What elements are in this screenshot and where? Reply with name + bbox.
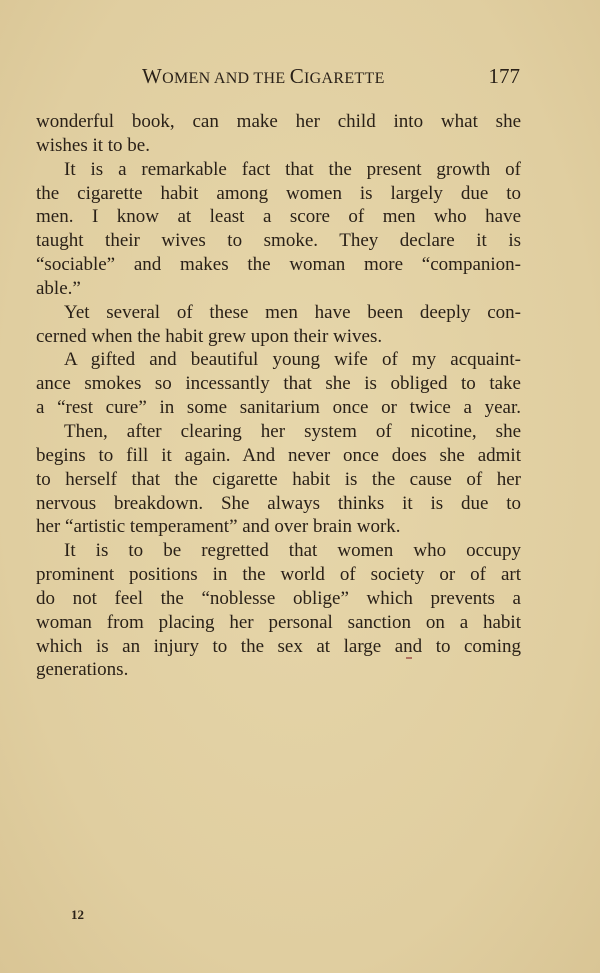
text-line: her “artistic temperament” and over brain work. — [36, 516, 401, 538]
text-line: taught their wives to smoke. They declare it is — [36, 230, 521, 252]
text-line: begins to fill it again. And never once does she admit — [36, 444, 521, 466]
running-title-initial: W — [142, 64, 163, 88]
text-line: It is a remarkable fact that the present growth of — [64, 158, 521, 180]
text-line: Yet several of these men have been deeply con- — [64, 301, 521, 323]
text-line: prominent positions in the world of society or of art — [36, 564, 521, 586]
signature-mark: 12 — [71, 907, 84, 922]
running-title-smallcaps: OMEN AND THE — [162, 70, 290, 87]
running-title-initial-c: C — [289, 64, 305, 88]
text-line: ance smokes so incessantly that she is obliged to take — [36, 373, 521, 395]
text-line: generations. — [36, 659, 129, 681]
text-line: do not feel the “noblesse oblige” which prevents a — [36, 587, 521, 609]
text-line: cerned when the habit grew upon their wives. — [36, 325, 383, 347]
text-line: a “rest cure” in some sanitarium once or twice a year. — [36, 397, 521, 419]
text-line: able.” — [36, 277, 81, 299]
text-line: Then, after clearing her system of nicotine, she — [64, 420, 521, 442]
page-number: 177 — [488, 64, 520, 88]
text-line: It is to be regretted that women who occupy — [64, 540, 521, 562]
text-line: “sociable” and makes the woman more “companion- — [36, 254, 521, 276]
text-line: nervous breakdown. She always thinks it is due to — [36, 492, 521, 514]
running-title — [142, 64, 385, 89]
running-title-smallcaps-end: IGARETTE — [304, 70, 385, 87]
text-line: woman from placing her personal sanction on a habit — [36, 611, 521, 633]
text-line: wonderful book, can make her child into what she — [36, 111, 521, 132]
text-line: men. I know at least a score of men who have — [36, 206, 521, 228]
body-text — [36, 110, 521, 682]
text-line: which is an injury to the sex at large and to coming — [36, 635, 521, 657]
ink-mark — [406, 657, 412, 659]
page-header — [36, 64, 520, 92]
text-line: to herself that the cigarette habit is the cause of her — [36, 468, 521, 490]
text-line: the cigarette habit among women is largely due to — [36, 182, 521, 204]
text-line: A gifted and beautiful young wife of my acquaint- — [64, 349, 521, 371]
text-line: wishes it to be. — [36, 134, 150, 156]
